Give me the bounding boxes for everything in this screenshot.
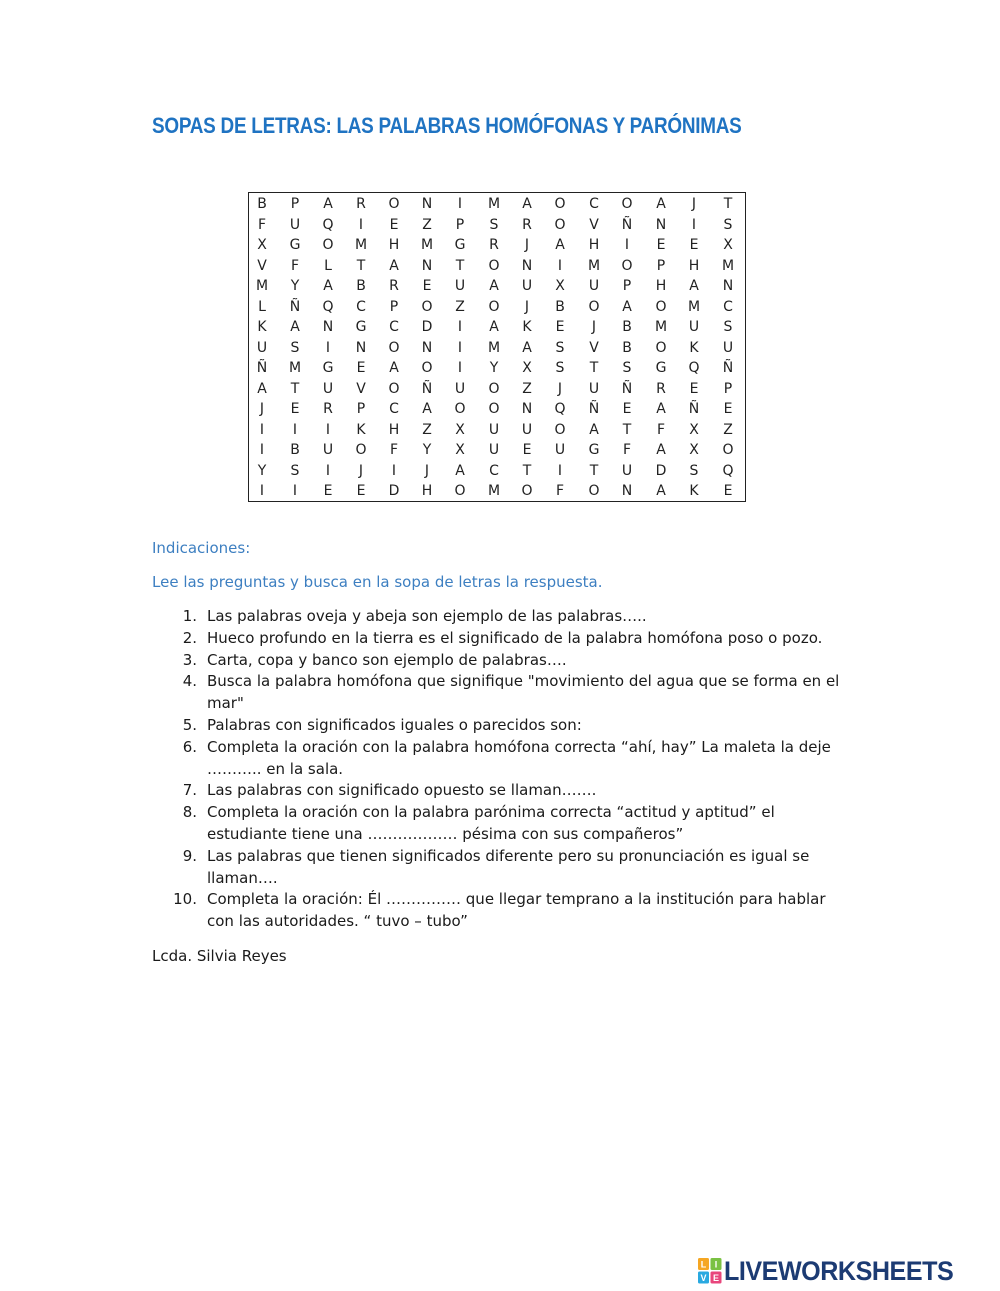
grid-letter[interactable]: M	[354, 237, 368, 253]
grid-letter[interactable]: E	[356, 483, 366, 499]
grid-letter[interactable]: O	[421, 298, 433, 315]
question-item	[152, 802, 852, 846]
grid-letter[interactable]: O	[454, 483, 466, 499]
grid-letter[interactable]: H	[688, 257, 700, 274]
grid-letter[interactable]: X	[257, 237, 267, 253]
grid-letter[interactable]: X	[689, 421, 699, 438]
grid-letter[interactable]: G	[355, 319, 367, 335]
question-number: 5.	[182, 715, 197, 734]
logo-letter: I	[714, 1259, 718, 1270]
word-search-grid	[248, 192, 746, 502]
question-text: Carta, copa y banco son ejemplo de palabras….	[207, 650, 567, 669]
grid-letter[interactable]: N	[421, 196, 433, 212]
grid-letter[interactable]: F	[257, 216, 267, 233]
grid-row	[249, 461, 745, 481]
grid-letter[interactable]: O	[488, 380, 500, 397]
grid-letter[interactable]: M	[487, 483, 501, 499]
grid-letter[interactable]: G	[322, 360, 334, 376]
question-number: 8.	[182, 803, 197, 822]
grid-row	[249, 440, 745, 460]
grid-letter[interactable]: A	[689, 278, 699, 294]
grid-letter[interactable]: O	[588, 298, 600, 315]
grid-letter[interactable]: B	[257, 196, 267, 212]
grid-letter[interactable]: H	[655, 278, 667, 294]
grid-letter[interactable]: M	[487, 196, 501, 212]
grid-letter[interactable]: O	[588, 483, 600, 499]
grid-letter[interactable]: A	[555, 237, 565, 253]
grid-letter[interactable]: S	[555, 339, 565, 356]
question-number: 2.	[182, 628, 197, 647]
grid-letter[interactable]: U	[521, 278, 533, 294]
question-item	[152, 780, 852, 802]
grid-letter[interactable]: E	[323, 483, 333, 499]
grid-letter[interactable]: P	[723, 380, 733, 397]
grid-letter[interactable]: N	[355, 339, 367, 356]
grid-letter[interactable]: I	[259, 483, 265, 499]
grid-letter[interactable]: A	[656, 401, 666, 417]
grid-letter[interactable]: Ñ	[621, 216, 633, 233]
grid-letter[interactable]: I	[358, 216, 364, 233]
grid-letter[interactable]: Ñ	[722, 360, 734, 376]
grid-letter[interactable]: N	[421, 257, 433, 274]
grid-letter[interactable]: E	[689, 237, 699, 253]
grid-letter[interactable]: R	[489, 237, 499, 253]
grid-letter[interactable]: Ñ	[421, 380, 433, 397]
grid-letter[interactable]: M	[687, 298, 701, 315]
grid-letter[interactable]: T	[589, 360, 599, 376]
grid-letter[interactable]: A	[323, 196, 333, 212]
grid-letter[interactable]: J	[691, 196, 697, 212]
grid-letter[interactable]: C	[489, 462, 499, 479]
question-text: Completa la oración: Él …………… que llegar temprano a la institución para hablar con las autoridades. “ tuvo – tubo”	[207, 890, 826, 931]
grid-letter[interactable]: Z	[422, 216, 432, 233]
question-text: Completa la oración con la palabra homófona correcta “ahí, hay” La maleta la deje ……….. en la sala.	[207, 737, 831, 778]
grid-row	[249, 215, 745, 235]
grid-letter[interactable]: O	[388, 380, 400, 397]
grid-letter[interactable]: L	[324, 257, 332, 274]
question-number: 9.	[182, 846, 197, 865]
grid-letter[interactable]: E	[356, 360, 366, 376]
grid-letter[interactable]: M	[721, 257, 735, 274]
grid-letter[interactable]: L	[258, 298, 266, 315]
grid-letter[interactable]: F	[389, 442, 399, 458]
grid-letter[interactable]: O	[621, 196, 633, 212]
grid-letter[interactable]: O	[388, 339, 400, 356]
grid-letter[interactable]: F	[656, 421, 666, 438]
grid-letter[interactable]: F	[555, 483, 565, 499]
grid-letter[interactable]: T	[455, 257, 465, 274]
grid-letter[interactable]: U	[688, 319, 700, 335]
grid-letter[interactable]: R	[323, 401, 333, 417]
grid-letter[interactable]: S	[555, 360, 565, 376]
grid-letter[interactable]: Q	[722, 462, 734, 479]
question-number: 6.	[182, 737, 197, 756]
page-title: SOPAS DE LETRAS: LAS PALABRAS HOMÓFONAS Y PARÓNIMAS	[152, 113, 742, 138]
question-item	[152, 889, 852, 933]
grid-letter[interactable]: E	[555, 319, 565, 335]
indications-label: Indicaciones:	[152, 539, 251, 557]
grid-letter[interactable]: R	[389, 278, 399, 294]
grid-letter[interactable]: J	[424, 462, 430, 479]
grid-letter[interactable]: E	[290, 401, 300, 417]
grid-letter[interactable]: K	[257, 319, 267, 335]
grid-letter[interactable]: A	[589, 421, 599, 438]
grid-letter[interactable]: E	[389, 216, 399, 233]
grid-letter[interactable]: O	[488, 257, 500, 274]
grid-row	[249, 420, 745, 440]
grid-letter[interactable]: N	[521, 257, 533, 274]
grid-letter[interactable]: O	[554, 196, 566, 212]
grid-letter[interactable]: P	[455, 216, 465, 233]
grid-letter[interactable]: Z	[723, 421, 733, 438]
grid-letter[interactable]: K	[356, 421, 366, 438]
grid-letter[interactable]: M	[288, 360, 302, 376]
grid-letter[interactable]: A	[257, 380, 267, 397]
grid-letter[interactable]: Z	[455, 298, 465, 315]
grid-letter[interactable]: E	[723, 401, 733, 417]
grid-letter[interactable]: H	[421, 483, 433, 499]
grid-letter[interactable]: J	[524, 237, 530, 253]
grid-letter[interactable]: Z	[522, 380, 532, 397]
grid-row	[249, 481, 745, 501]
grid-letter[interactable]: O	[388, 196, 400, 212]
grid-letter[interactable]: A	[522, 339, 532, 356]
question-item	[152, 606, 852, 628]
grid-letter[interactable]: J	[358, 462, 364, 479]
grid-letter[interactable]: U	[521, 421, 533, 438]
liveworksheets-logo-icon	[698, 1258, 722, 1284]
grid-letter[interactable]: M	[654, 319, 668, 335]
logo-letter: E	[712, 1273, 720, 1283]
grid-letter[interactable]: U	[256, 339, 268, 356]
grid-letter[interactable]: V	[589, 216, 599, 233]
grid-letter[interactable]: Y	[489, 360, 499, 376]
question-text: Palabras con significados iguales o parecidos son:	[207, 715, 582, 734]
grid-letter[interactable]: O	[655, 339, 667, 356]
question-text: Completa la oración con la palabra parónima correcta “actitud y aptitud” el estudiante tiene una ……………… pésima con sus compañeros”	[207, 803, 775, 843]
question-text: Las palabras con significado opuesto se llaman…….	[207, 781, 597, 800]
grid-row	[249, 194, 745, 214]
question-text: Busca la palabra homófona que signifique "movimiento del agua que se forma en el mar"	[207, 672, 840, 713]
grid-letter[interactable]: D	[655, 462, 667, 479]
grid-letter[interactable]: G	[655, 360, 667, 376]
instructions-text: Lee las preguntas y busca en la sopa de letras la respuesta.	[152, 573, 603, 591]
grid-letter[interactable]: F	[622, 442, 632, 458]
grid-letter[interactable]: A	[522, 196, 532, 212]
grid-letter[interactable]: A	[489, 319, 499, 335]
grid-letter[interactable]: J	[524, 298, 530, 315]
grid-letter[interactable]: I	[325, 421, 331, 438]
grid-letter[interactable]: P	[389, 298, 399, 315]
grid-letter[interactable]: U	[488, 421, 500, 438]
grid-letter[interactable]: J	[259, 401, 265, 417]
grid-row	[249, 399, 745, 419]
grid-letter[interactable]: O	[421, 360, 433, 376]
grid-letter[interactable]: G	[289, 237, 301, 253]
teacher-signature: Lcda. Silvia Reyes	[152, 947, 287, 965]
grid-letter[interactable]: X	[522, 360, 532, 376]
grid-letter[interactable]: T	[589, 462, 599, 479]
grid-letter[interactable]: A	[656, 483, 666, 499]
grid-letter[interactable]: V	[257, 257, 267, 274]
grid-letter[interactable]: I	[391, 462, 397, 479]
grid-letter[interactable]: X	[555, 278, 565, 294]
grid-row	[249, 235, 745, 255]
grid-letter[interactable]: O	[521, 483, 533, 499]
grid-letter[interactable]: I	[457, 339, 463, 356]
grid-letter[interactable]: I	[624, 237, 630, 253]
grid-letter[interactable]: Q	[322, 216, 334, 233]
question-item	[152, 846, 852, 890]
grid-letter[interactable]: I	[557, 257, 563, 274]
grid-letter[interactable]: N	[521, 401, 533, 417]
grid-row	[249, 317, 745, 337]
grid-letter[interactable]: C	[356, 298, 366, 315]
grid-letter[interactable]: P	[656, 257, 666, 274]
grid-letter[interactable]: M	[487, 339, 501, 356]
grid-letter[interactable]: I	[259, 442, 265, 458]
grid-letter[interactable]: A	[455, 462, 465, 479]
grid-letter[interactable]: H	[588, 237, 600, 253]
grid-letter[interactable]: G	[454, 237, 466, 253]
grid-letter[interactable]: N	[655, 216, 667, 233]
logo-letter: V	[700, 1273, 707, 1283]
grid-letter[interactable]: R	[356, 196, 366, 212]
grid-letter[interactable]: S	[489, 216, 499, 233]
grid-letter[interactable]: I	[325, 462, 331, 479]
grid-letter[interactable]: Ñ	[688, 401, 700, 417]
grid-letter[interactable]: Q	[688, 360, 700, 376]
question-item	[152, 737, 852, 781]
grid-letter[interactable]: M	[420, 237, 434, 253]
grid-letter[interactable]: S	[290, 339, 300, 356]
question-item	[152, 628, 852, 650]
grid-letter[interactable]: U	[588, 278, 600, 294]
grid-letter[interactable]: I	[557, 462, 563, 479]
grid-letter[interactable]: K	[689, 483, 699, 499]
grid-letter[interactable]: I	[292, 483, 298, 499]
grid-letter[interactable]: X	[455, 421, 465, 438]
grid-letter[interactable]: J	[591, 319, 597, 335]
question-item	[152, 650, 852, 672]
grid-letter[interactable]: U	[289, 216, 301, 233]
grid-letter[interactable]: I	[457, 196, 463, 212]
grid-letter[interactable]: B	[356, 278, 366, 294]
grid-letter[interactable]: O	[454, 401, 466, 417]
grid-letter[interactable]: A	[422, 401, 432, 417]
grid-letter[interactable]: G	[588, 442, 600, 458]
grid-letter[interactable]: N	[621, 483, 633, 499]
grid-letter[interactable]: U	[454, 278, 466, 294]
grid-letter[interactable]: E	[656, 237, 666, 253]
grid-letter[interactable]: U	[621, 462, 633, 479]
grid-letter[interactable]: Y	[257, 462, 267, 479]
grid-letter[interactable]: E	[723, 483, 733, 499]
grid-letter[interactable]: Z	[422, 421, 432, 438]
grid-letter[interactable]: O	[554, 421, 566, 438]
grid-row	[249, 256, 745, 276]
grid-letter[interactable]: S	[689, 462, 699, 479]
grid-letter[interactable]: C	[389, 319, 399, 335]
grid-letter[interactable]: K	[689, 339, 699, 356]
question-item	[152, 715, 852, 737]
grid-letter[interactable]: X	[455, 442, 465, 458]
grid-letter[interactable]: I	[457, 360, 463, 376]
grid-letter[interactable]: X	[723, 237, 733, 253]
grid-letter[interactable]: Ñ	[289, 298, 301, 315]
grid-letter[interactable]: N	[322, 319, 334, 335]
grid-letter[interactable]: C	[589, 196, 599, 212]
grid-letter[interactable]: Y	[422, 442, 432, 458]
question-number: 1.	[182, 607, 197, 625]
question-number: 10.	[173, 890, 197, 909]
grid-letter[interactable]: U	[454, 380, 466, 397]
grid-letter[interactable]: O	[655, 298, 667, 315]
grid-letter[interactable]: I	[325, 339, 331, 356]
grid-letter[interactable]: A	[290, 319, 300, 335]
grid-letter[interactable]: U	[322, 442, 334, 458]
grid-letter[interactable]: R	[656, 380, 666, 397]
grid-letter[interactable]: T	[723, 196, 733, 212]
grid-letter[interactable]: R	[522, 216, 532, 233]
grid-letter[interactable]: E	[422, 278, 432, 294]
grid-letter[interactable]: A	[323, 278, 333, 294]
grid-letter[interactable]: B	[555, 298, 565, 315]
grid-letter[interactable]: O	[488, 298, 500, 315]
grid-row	[249, 358, 745, 378]
grid-letter[interactable]: M	[255, 278, 269, 294]
grid-letter[interactable]: E	[689, 380, 699, 397]
grid-letter[interactable]: N	[421, 339, 433, 356]
grid-letter[interactable]: T	[622, 421, 632, 438]
grid-letter[interactable]: T	[356, 257, 366, 274]
grid-letter[interactable]: U	[588, 380, 600, 397]
question-number: 3.	[182, 650, 197, 669]
question-item	[152, 671, 852, 715]
grid-letter[interactable]: O	[322, 237, 334, 253]
grid-letter[interactable]: F	[290, 257, 300, 274]
grid-letter[interactable]: Ñ	[588, 401, 600, 417]
grid-letter[interactable]: O	[621, 257, 633, 274]
grid-letter[interactable]: B	[622, 319, 632, 335]
grid-letter[interactable]: U	[722, 339, 734, 356]
grid-letter[interactable]: I	[292, 421, 298, 438]
grid-letter[interactable]: S	[723, 319, 733, 335]
grid-letter[interactable]: C	[389, 401, 399, 417]
grid-letter[interactable]: O	[722, 442, 734, 458]
question-list	[152, 606, 852, 933]
grid-row	[249, 379, 745, 399]
grid-letter[interactable]: D	[388, 483, 400, 499]
grid-letter[interactable]: P	[356, 401, 366, 417]
grid-letter[interactable]: O	[554, 216, 566, 233]
grid-letter[interactable]: M	[587, 257, 601, 274]
grid-letter[interactable]: E	[522, 442, 532, 458]
grid-letter[interactable]: Ñ	[621, 380, 633, 397]
grid-letter[interactable]: A	[622, 298, 632, 315]
brand-name: LIVEWORKSHEETS	[724, 1255, 954, 1286]
logo-letter: L	[700, 1259, 707, 1270]
grid-letter[interactable]: Y	[290, 278, 300, 294]
grid-letter[interactable]: I	[259, 421, 265, 438]
grid-letter[interactable]: A	[656, 196, 666, 212]
question-text: Hueco profundo en la tierra es el significado de la palabra homófona poso o pozo.	[207, 628, 823, 647]
grid-letter[interactable]: I	[457, 319, 463, 335]
grid-letter[interactable]: A	[656, 442, 666, 458]
grid-letter[interactable]: S	[723, 216, 733, 233]
grid-letter[interactable]: H	[388, 421, 400, 438]
grid-letter[interactable]: I	[691, 216, 697, 233]
grid-row	[249, 338, 745, 358]
grid-letter[interactable]: Q	[554, 401, 566, 417]
liveworksheets-brand[interactable]	[698, 1255, 971, 1287]
grid-letter[interactable]: B	[622, 339, 632, 356]
grid-letter[interactable]: U	[322, 380, 334, 397]
grid-row	[249, 297, 745, 317]
question-number: 7.	[182, 781, 197, 800]
grid-row	[249, 276, 745, 296]
grid-letter[interactable]: O	[488, 401, 500, 417]
question-text: Las palabras que tienen significados diferente pero su pronunciación es igual se llaman….	[207, 846, 810, 887]
grid-letter[interactable]: B	[290, 442, 300, 458]
grid-letter[interactable]: A	[389, 257, 399, 274]
grid-letter[interactable]: Q	[322, 298, 334, 315]
grid-letter[interactable]: E	[622, 401, 632, 417]
grid-letter[interactable]: U	[488, 442, 500, 458]
grid-letter[interactable]: A	[489, 278, 499, 294]
grid-letter[interactable]: O	[355, 442, 367, 458]
grid-letter[interactable]: J	[557, 380, 563, 397]
grid-letter[interactable]: H	[388, 237, 400, 253]
grid-letter[interactable]: P	[290, 196, 300, 212]
grid-letter[interactable]: V	[589, 339, 599, 356]
grid-letter[interactable]: N	[722, 278, 734, 294]
grid-letter[interactable]: U	[554, 442, 566, 458]
grid-letter[interactable]: S	[622, 360, 632, 376]
grid-letter[interactable]: V	[356, 380, 366, 397]
grid-letter[interactable]: A	[389, 360, 399, 376]
grid-letter[interactable]: T	[522, 462, 532, 479]
grid-letter[interactable]: D	[421, 319, 433, 335]
grid-letter[interactable]: Ñ	[256, 360, 268, 376]
grid-letter[interactable]: X	[689, 442, 699, 458]
grid-letter[interactable]: T	[290, 380, 300, 397]
grid-letter[interactable]: C	[723, 298, 733, 315]
grid-letter[interactable]: S	[290, 462, 300, 479]
grid-letter[interactable]: P	[622, 278, 632, 294]
question-text: Las palabras oveja y abeja son ejemplo de las palabras…..	[207, 607, 647, 625]
question-number: 4.	[182, 672, 197, 691]
grid-letter[interactable]: K	[522, 319, 532, 335]
